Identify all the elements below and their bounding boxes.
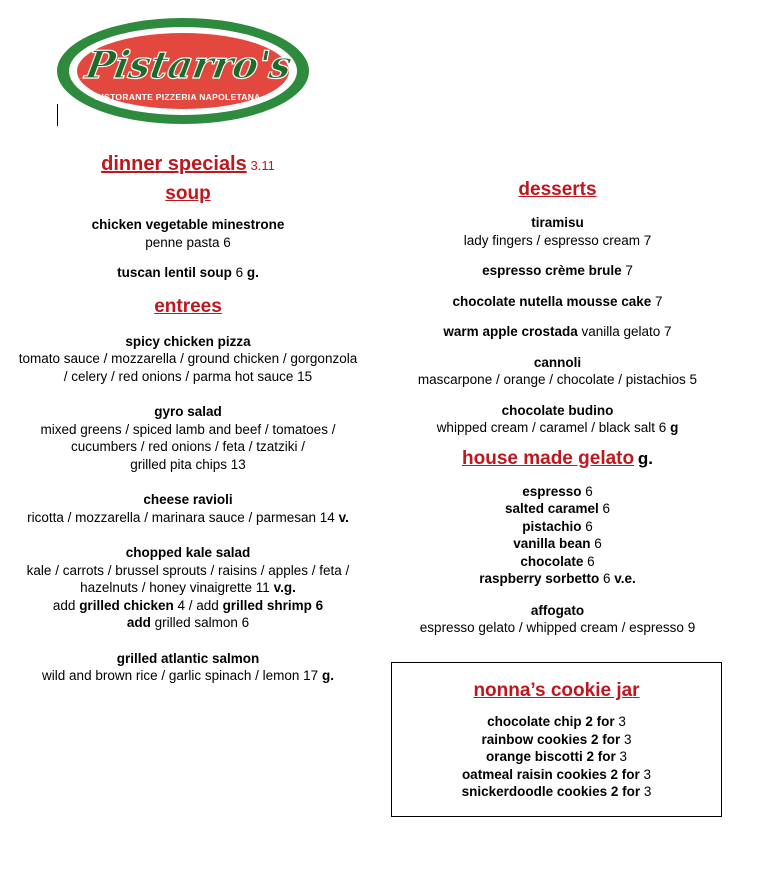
svg-text:RISTORANTE PIZZERIA NAPOLETANA: RISTORANTE PIZZERIA NAPOLETANA [95,92,261,102]
flavor-name: chocolate [520,553,584,569]
item-desc: cucumbers / red onions / feta / tzatziki / [70,439,306,454]
flavor-price: 6 [587,553,595,569]
cookie-price: 3 [619,749,628,764]
item-desc: mascarpone / orange / chocolate / pistachios 5 [417,372,698,387]
add-on-text: add [126,615,151,630]
item-name: spicy chicken pizza [125,333,251,349]
menu-date: 3.11 [250,158,275,173]
menu-item [400,354,715,389]
item-desc: ricotta / mozzarella / marinara sauce / parmesan 14 [27,509,335,525]
right-column [400,178,715,637]
gelato-heading-row [400,447,715,471]
flavor-price: 6 [585,518,593,534]
flavor-price: 6 [594,536,602,551]
item-name: chocolate nutella mousse cake [452,293,652,309]
item-price: 7 [625,263,633,278]
item-name: cannoli [533,354,582,370]
item-name: warm apple crostada [443,324,578,339]
menu-item [400,602,715,637]
menu-item [12,216,364,251]
item-name: gyro salad [154,404,222,419]
item-name: tiramisu [531,215,584,230]
menu-item [12,264,364,282]
add-on-name: grilled shrimp 6 [222,597,324,613]
pistarros-logo [55,16,311,126]
cookie-name: orange biscotti 2 for [485,749,616,764]
flavor-name: salted caramel [504,501,599,516]
menu-title [12,152,364,176]
item-price: 6 [235,265,244,280]
cookie-name: snickerdoodle cookies 2 for [461,784,641,799]
item-name: cheese ravioli [143,492,233,507]
cookie-price: 3 [643,784,652,799]
add-on-text: 4 / add [177,597,219,613]
item-desc: espresso gelato / whipped cream / espresso 9 [419,620,696,635]
menu-item [12,333,364,386]
cookie-jar-content [392,679,721,801]
diet-tag: g. [321,668,334,683]
add-on-line [12,614,364,632]
diet-tag: g. [246,265,259,280]
cookie-price: 3 [643,766,652,782]
menu-item [12,544,364,632]
add-on-line [12,597,364,615]
add-on-text: add [52,597,76,613]
text-cursor [57,104,58,126]
flavor-name: pistachio [522,518,582,534]
item-name: affogato [530,602,585,618]
diet-tag: v.e. [614,571,636,586]
item-desc: grilled pita chips 13 [130,456,246,472]
soup-heading: soup [165,183,211,204]
desserts-heading: desserts [518,179,597,200]
item-desc: whipped cream / caramel / black salt 6 [436,420,667,435]
item-desc: hazelnuts / honey vinaigrette 11 [80,580,270,595]
item-desc: kale / carrots / brussel sprouts / raisins / apples / feta / [26,562,350,578]
menu-item [400,323,715,341]
menu-item [400,402,715,437]
cookie-jar-heading: nonna’s cookie jar [473,680,640,701]
menu-item [400,293,715,311]
item-desc: penne pasta 6 [145,234,231,250]
flavor-price: 6 [603,571,611,586]
page-title: dinner specials [101,153,247,175]
item-name: tuscan lentil soup [117,265,232,280]
item-desc: mixed greens / spiced lamb and beef / tomatoes / [40,421,336,437]
menu-item [400,262,715,280]
entrees-heading: entrees [154,295,222,317]
cookie-name: chocolate chip 2 for [487,714,615,729]
cookie-price: 3 [618,714,626,729]
flavor-price: 6 [602,501,611,516]
item-name: chopped kale salad [125,545,251,560]
gelato-heading: house made gelato [462,447,635,469]
gelato-list [400,483,715,588]
add-on-name: grilled salmon 6 [154,615,250,630]
item-desc: / celery / red onions / parma hot sauce 15 [63,368,313,384]
left-column [12,152,364,685]
diet-tag: v.g. [273,580,296,595]
diet-tag: v. [338,509,349,525]
flavor-name: raspberry sorbetto [479,571,600,586]
cookie-jar-box [391,662,722,817]
cookie-price: 3 [624,731,632,747]
menu-item [400,214,715,249]
menu-item [12,650,364,685]
flavor-price: 6 [585,483,593,499]
item-name: espresso crème brule [482,263,622,278]
svg-text:Pistarro's: Pistarro's [82,43,296,88]
flavor-name: espresso [522,483,582,499]
cookie-name: rainbow cookies 2 for [481,731,621,747]
menu-item [12,403,364,473]
item-name: chicken vegetable minestrone [91,217,285,232]
diet-tag: g. [637,448,653,468]
item-name: chocolate budino [501,402,614,418]
item-desc: lady fingers / espresso cream 7 [463,232,652,248]
add-on-name: grilled chicken [79,597,174,613]
diet-tag: g [670,420,679,435]
item-desc: vanilla gelato 7 [581,324,672,339]
item-name: grilled atlantic salmon [116,650,260,666]
item-desc: wild and brown rice / garlic spinach / lemon 17 [42,668,319,683]
menu-item [12,491,364,526]
item-price: 7 [655,293,663,309]
flavor-name: vanilla bean [513,536,591,551]
cookie-name: oatmeal raisin cookies 2 for [461,766,640,782]
item-desc: tomato sauce / mozzarella / ground chicken / gorgonzola [18,351,358,366]
